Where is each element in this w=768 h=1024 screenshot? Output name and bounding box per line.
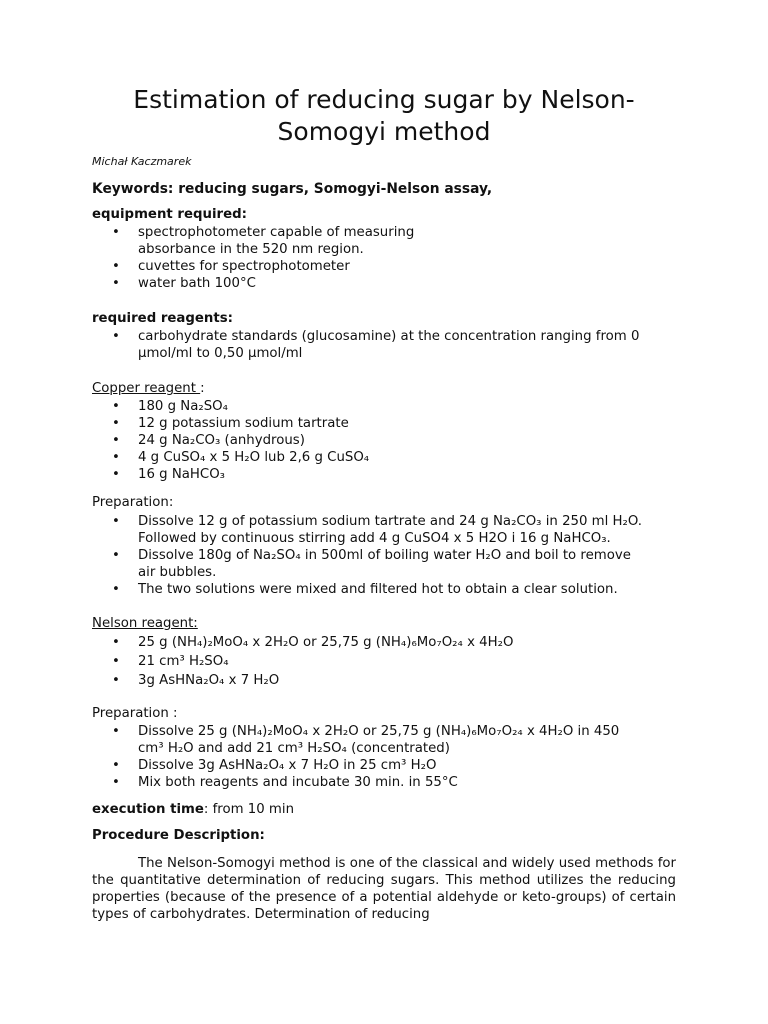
bullet-icon: • — [112, 416, 120, 431]
bullet-icon: • — [112, 514, 120, 529]
list-item: • 25 g (NH₄)₂MoO₄ x 2H₂O or 25,75 g (NH₄)₆Mo₇O₂₄ x 4H₂O — [112, 635, 514, 650]
list-item: • 16 g NaHCO₃ — [112, 467, 225, 482]
equipment-list — [92, 224, 414, 292]
list-item-continuation: absorbance in the 520 nm region. — [138, 242, 364, 257]
execution-time-line: execution time: from 10 min — [92, 802, 295, 817]
list-item: • carbohydrate standards (glucosamine) at the concentration ranging from 0 — [112, 329, 640, 344]
list-item: • 12 g potassium sodium tartrate — [112, 416, 349, 431]
list-item: • cuvettes for spectrophotometer — [112, 259, 350, 274]
bullet-icon: • — [112, 450, 120, 465]
keywords-line: Keywords: reducing sugars, Somogyi-Nelson assay, — [92, 181, 493, 197]
procedure-heading: Procedure Description: — [92, 828, 265, 843]
list-item: • water bath 100°C — [112, 276, 256, 291]
list-item-continuation: Followed by continuous stirring add 4 g CuSO4 x 5 H2O i 16 g NaHCO₃. — [138, 531, 611, 546]
bullet-icon: • — [112, 276, 120, 291]
document-title: Estimation of reducing sugar by Nelson-Somogyi method — [133, 85, 635, 146]
bullet-icon: • — [112, 225, 120, 240]
bullet-icon: • — [112, 399, 120, 414]
bullet-icon: • — [112, 329, 120, 344]
copper-reagent-heading: Copper reagent : — [92, 381, 205, 396]
list-item: • 3g AsHNa₂O₄ x 7 H₂O — [112, 673, 280, 688]
author-name: Michał Kaczmarek — [92, 155, 192, 168]
copper-preparation-heading: Preparation: — [92, 495, 174, 510]
bullet-icon: • — [112, 654, 120, 669]
bullet-icon: • — [112, 582, 120, 597]
nelson-reagent-heading: Nelson reagent: — [92, 616, 198, 631]
list-item: • 4 g CuSO₄ x 5 H₂O lub 2,6 g CuSO₄ — [112, 450, 370, 465]
list-item: • Dissolve 25 g (NH₄)₂MoO₄ x 2H₂O or 25,75 g (NH₄)₆Mo₇O₂₄ x 4H₂O in 450 — [112, 724, 620, 739]
copper-reagent-list — [92, 398, 369, 483]
list-item-continuation: µmol/ml to 0,50 µmol/ml — [138, 346, 303, 361]
procedure-paragraph: The Nelson-Somogyi method is one of the classical and widely used methods for the quantitative determination of reducing sugars. This method utilizes the reducing properties (because of the presence of a potential aldehyde or keto-groups) of certain types of carbohydrates. Determination of reducing — [92, 856, 676, 922]
list-item-continuation: air bubbles. — [138, 565, 217, 580]
list-item: • spectrophotometer capable of measuring — [112, 225, 415, 240]
list-item: • Dissolve 3g AsHNa₂O₄ x 7 H₂O in 25 cm³ H₂O — [112, 758, 437, 773]
list-item: • Dissolve 180g of Na₂SO₄ in 500ml of boiling water H₂O and boil to remove — [112, 548, 631, 563]
copper-preparation-list — [92, 513, 642, 598]
bullet-icon: • — [112, 673, 120, 688]
bullet-icon: • — [112, 758, 120, 773]
bullet-icon: • — [112, 467, 120, 482]
reagents-heading: required reagents: — [92, 311, 233, 326]
nelson-preparation-list — [92, 723, 619, 791]
bullet-icon: • — [112, 548, 120, 563]
bullet-icon: • — [112, 775, 120, 790]
list-item: • Mix both reagents and incubate 30 min. in 55°C — [112, 775, 458, 790]
list-item: • 180 g Na₂SO₄ — [112, 399, 228, 414]
list-item: • Dissolve 12 g of potassium sodium tartrate and 24 g Na₂CO₃ in 250 ml H₂O. — [112, 514, 643, 529]
nelson-reagent-list — [92, 633, 513, 690]
reagents-list — [92, 328, 639, 362]
list-item: • 24 g Na₂CO₃ (anhydrous) — [112, 433, 305, 448]
nelson-preparation-heading: Preparation : — [92, 706, 178, 721]
bullet-icon: • — [112, 433, 120, 448]
list-item: • The two solutions were mixed and filtered hot to obtain a clear solution. — [112, 582, 618, 597]
bullet-icon: • — [112, 259, 120, 274]
bullet-icon: • — [112, 724, 120, 739]
list-item: • 21 cm³ H₂SO₄ — [112, 654, 229, 669]
bullet-icon: • — [112, 635, 120, 650]
equipment-heading: equipment required: — [92, 207, 247, 222]
list-item-continuation: cm³ H₂O and add 21 cm³ H₂SO₄ (concentrated) — [138, 741, 450, 756]
